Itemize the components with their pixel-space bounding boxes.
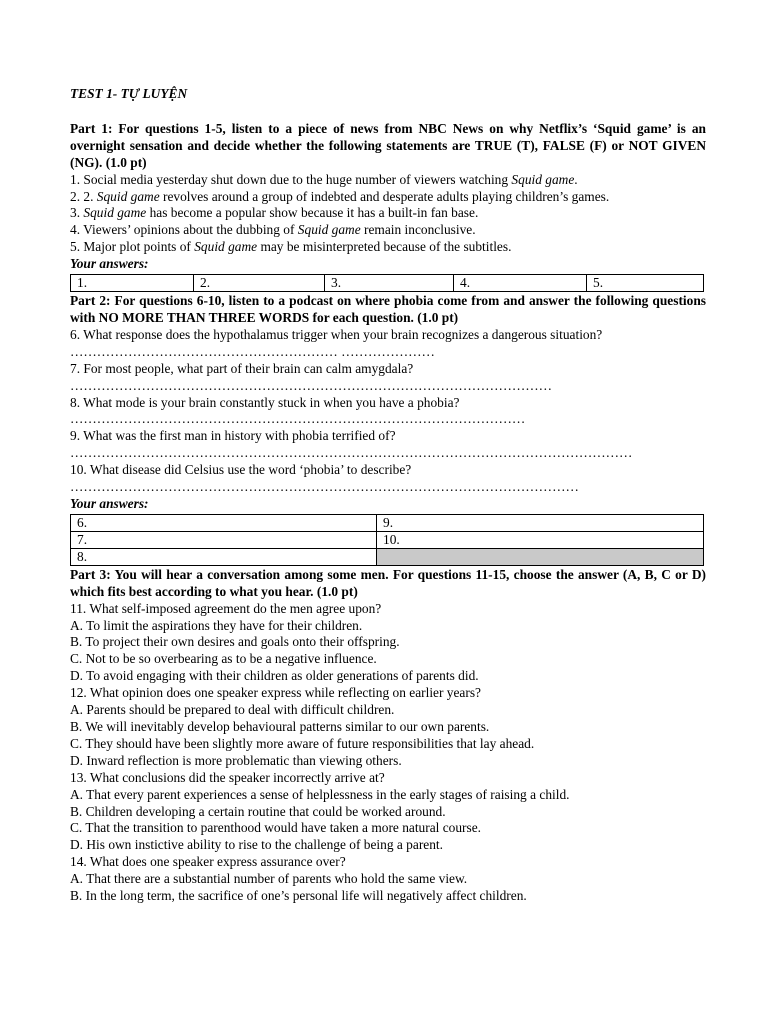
part2-answer-table — [70, 514, 704, 566]
option-14b[interactable]: B. In the long term, the sacrifice of one’s personal life will negatively affect children. — [70, 888, 527, 904]
option-12c[interactable]: C. They should have been slightly more aware of future responsibilities that lay ahead. — [70, 735, 535, 751]
answer-cell-1[interactable]: 1. — [71, 275, 194, 292]
answer-cell-8[interactable]: 8. — [71, 548, 377, 565]
part1-answers-label: Your answers: — [70, 256, 149, 272]
question-9: 9. What was the first man in history with phobia terrified of? — [70, 428, 396, 444]
table-row — [71, 514, 704, 531]
answer-cell-7[interactable]: 7. — [71, 531, 377, 548]
question-2: 2. 2. Squid game revolves around a group of indebted and desperate adults playing children’s games. — [70, 188, 610, 204]
question-11: 11. What self-imposed agreement do the men agree upon? — [70, 600, 382, 616]
answer-line-10[interactable]: …………………………………………………………………………………………………… — [70, 479, 579, 495]
option-12a[interactable]: A. Parents should be prepared to deal with difficult children. — [70, 702, 395, 718]
option-11c[interactable]: C. Not to be so overbearing as to be a negative influence. — [70, 651, 377, 667]
question-6: 6. What response does the hypothalamus trigger when your brain recognizes a dangerous situation? — [70, 326, 603, 342]
question-8: 8. What mode is your brain constantly stuck in when you have a phobia? — [70, 394, 460, 410]
option-13a[interactable]: A. That every parent experiences a sense of helplessness in the early stages of raising a child. — [70, 786, 570, 802]
question-3: 3. Squid game has become a popular show because it has a built-in fan base. — [70, 205, 479, 221]
option-12d[interactable]: D. Inward reflection is more problematic than viewing others. — [70, 752, 402, 768]
question-14: 14. What does one speaker express assurance over? — [70, 854, 346, 870]
question-4: 4. Viewers’ opinions about the dubbing of Squid game remain inconclusive. — [70, 222, 476, 238]
part3-lines — [70, 601, 706, 905]
part1-answer-table — [70, 274, 704, 292]
option-11b[interactable]: B. To project their own desires and goals onto their offspring. — [70, 634, 400, 650]
part2-heading: Part 2: For questions 6-10, listen to a podcast on where phobia come from and answer the following questions with NO MORE THAN THREE WORDS for each question. (1.0 pt) — [70, 293, 706, 325]
option-14a[interactable]: A. That there are a substantial number of parents who hold the same view. — [70, 871, 468, 887]
shaded-empty-cell — [377, 548, 704, 565]
part3-heading: Part 3: You will hear a conversation among some men. For questions 11-15, choose the answer (A, B, C or D) which fits best according to what you hear. (1.0 pt) — [70, 566, 706, 599]
option-11a[interactable]: A. To limit the aspirations they have for their children. — [70, 617, 363, 633]
answer-cell-10[interactable]: 10. — [377, 531, 704, 548]
question-13: 13. What conclusions did the speaker incorrectly arrive at? — [70, 769, 385, 785]
answer-line-9[interactable]: ……………………………………………………………………………………………………………… — [70, 445, 633, 461]
option-13c[interactable]: C. That the transition to parenthood would have taken a more natural course. — [70, 820, 482, 836]
table-row — [71, 531, 704, 548]
question-12: 12. What opinion does one speaker express while reflecting on earlier years? — [70, 685, 481, 701]
answer-line-7[interactable]: ……………………………………………………………………………………………… — [70, 377, 553, 393]
part2-questions — [70, 327, 706, 496]
option-11d[interactable]: D. To avoid engaging with their children as older generations of parents did. — [70, 668, 479, 684]
answer-cell-4[interactable]: 4. — [454, 275, 587, 292]
test-title: TEST 1- TỰ LUYỆN — [70, 86, 188, 101]
question-1: 1. Social media yesterday shut down due to the huge number of viewers watching Squid game. — [70, 171, 578, 187]
table-row — [71, 548, 704, 565]
question-10: 10. What disease did Celsius use the word ‘phobia’ to describe? — [70, 462, 412, 478]
option-13d[interactable]: D. His own instictive ability to rise to the challenge of being a parent. — [70, 837, 443, 853]
answer-cell-5[interactable]: 5. — [587, 275, 704, 292]
question-7: 7. For most people, what part of their brain can calm amygdala? — [70, 360, 414, 376]
option-13b[interactable]: B. Children developing a certain routine that could be worked around. — [70, 803, 446, 819]
table-row — [71, 275, 704, 292]
question-5: 5. Major plot points of Squid game may be misinterpreted because of the subtitles. — [70, 239, 512, 255]
document-content — [70, 86, 706, 905]
part2-answers-label: Your answers: — [70, 495, 149, 511]
answer-cell-6[interactable]: 6. — [71, 514, 377, 531]
answer-cell-9[interactable]: 9. — [377, 514, 704, 531]
part1-heading: Part 1: For questions 1-5, listen to a piece of news from NBC News on why Netflix’s ‘Squid game’ is an overnight sensation and decide whether the following statements are TRUE (T), FALSE (F) or NOT GIVEN (NG). (1.0 pt) — [70, 120, 706, 170]
answer-cell-2[interactable]: 2. — [194, 275, 325, 292]
part1-questions — [70, 172, 706, 257]
answer-cell-3[interactable]: 3. — [325, 275, 454, 292]
option-12b[interactable]: B. We will inevitably develop behavioural patterns similar to our own parents. — [70, 719, 490, 734]
answer-line-8[interactable]: ………………………………………………………………………………………… — [70, 411, 526, 427]
answer-line-6[interactable]: …………………………………………………… ………………… — [70, 343, 435, 359]
